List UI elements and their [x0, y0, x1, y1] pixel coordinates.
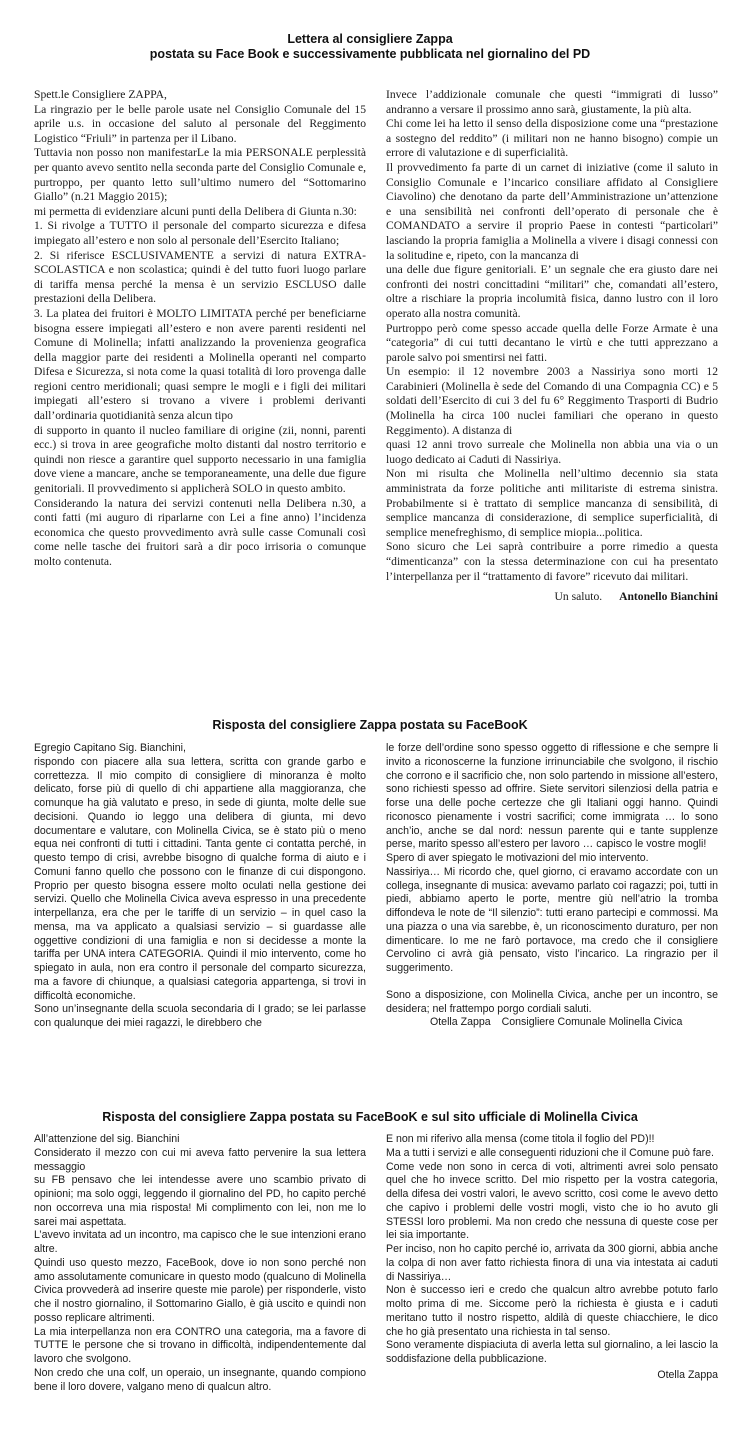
paragraph: Tuttavia non posso non manifestarLe la mia PERSONALE perplessità per quanto avevo sentito nella seconda parte del Consiglio Comunale e, purtroppo, per quanto letto sull’ultimo numero del “Sottomarino Giallo” (n.21 Maggio 2015);: [34, 146, 366, 204]
paragraph: 1. Si rivolge a TUTTO il personale del comparto sicurezza e difesa impiegato all’estero e non solo al personale dell’Esercito Italiano;: [34, 219, 366, 247]
paragraph: La ringrazio per le belle parole usate nel Consiglio Comunale del 15 aprile u.s. in occasione del saluto al personale del Reggimento Logistico “Friuli” in partenza per il Libano.: [34, 102, 366, 145]
letter-title: Lettera al consigliere Zappa: [287, 32, 453, 46]
reply2-left-column: [34, 1133, 366, 1394]
paragraph: Sono veramente dispiaciuta di averla letta sul giornalino, a lei lascio la soddisfazione della pubblicazione.: [386, 1339, 718, 1365]
letter-subtitle: postata su Face Book e successivamente pubblicata nel giornalino del PD: [149, 47, 591, 61]
reply2-body: [34, 1133, 718, 1394]
signature-role: Consigliere Comunale Molinella Civica: [501, 1016, 683, 1029]
paragraph: mi permetta di evidenziare alcuni punti della Delibera di Giunta n.30:: [34, 204, 357, 218]
paragraph: le forze dell’ordine sono spesso oggetto di riflessione e che sempre li invito a riconoscerne la funzione irrinunciabile che svolgono, il rischio che corrono e il sacrificio che, non solo partendo in missione all’estero, sono richiesti spesso ad offrire. Siete servitori silenziosi della patria e forse una delle poche certezze che gli Italiani oggi hanno. Quindi riconosco pienamente i vostri sacrifici; come immigrata … lo sono anch’io, anche se dal nord: nessun parente qui e tante supplenze perse, marito spesso all’estero per lavoro … capisco le vostre mogli!: [386, 742, 718, 851]
letter-signature-line: [386, 590, 718, 605]
paragraph: Ma a tutti i servizi e alle conseguenti riduzioni che il Comune può fare.: [386, 1146, 714, 1159]
paragraph: Spett.le Consigliere ZAPPA,: [34, 88, 167, 101]
paragraph: La mia interpellanza non era CONTRO una categoria, ma a favore di TUTTE le persone che si trovano in difficoltà, indipendentemente dal lavoro che svolgono.: [34, 1325, 366, 1365]
paragraph: Egregio Capitano Sig. Bianchini,: [34, 742, 186, 754]
letter-body: [34, 88, 718, 605]
reply2-title: Risposta del consigliere Zappa postata su FaceBooK e sul sito ufficiale di Molinella Civica: [102, 1110, 638, 1124]
paragraph: Spero di aver spiegato le motivazioni del mio intervento.: [386, 852, 649, 864]
paragraph: Come vede non sono in cerca di voti, altrimenti avrei solo pensato quel che ho invece scritto. Del mio rispetto per la vostra categoria, della difesa dei vostri valori, le avevo scritto, così come le avevo detto che capivo i problemi delle vostri mogli, visto che io ho avuto gli STESSI loro problemi. Ma non credo che nessuna di queste cose per lei sia importante.: [386, 1160, 718, 1242]
reply2-signature: Otella Zappa: [657, 1368, 718, 1381]
paragraph: Non mi risulta che Molinella nell’ultimo decennio sia stata amministrata da forze politiche anti militariste di estrema sinistra. Probabilmente si è trattato di semplice mancanza di sensibilità, di semplice mancanza di considerazione, di semplice superficialità, di semplice menefreghismo, di semplice miopia...politica.: [386, 467, 718, 539]
letter-left-column: [34, 88, 366, 605]
paragraph: E non mi riferivo alla mensa (come titola il foglio del PD)!!: [386, 1133, 655, 1145]
paragraph: All’attenzione del sig. Bianchini: [34, 1133, 180, 1145]
paragraph: Non credo che una colf, un operaio, un insegnante, quando compiono bene il loro dovere, valgano meno di qualcun altro.: [34, 1366, 366, 1393]
closing-text: Un saluto.: [554, 590, 603, 604]
paragraph: Considerando la natura dei servizi contenuti nella Delibera n.30, a conti fatti (mi auguro di riparlarne con Lei a fine anno) l’incidenza economica che questo provvedimento avrà sulle casse Comunali così come nelle tasche dei fruitori sarà a dir poco irrisoria o comunque molto contenuta.: [34, 496, 366, 568]
paragraph: Considerato il mezzo con cui mi aveva fatto pervenire la sua lettera messaggio: [34, 1146, 366, 1173]
paragraph: L’avevo invitata ad un incontro, ma capisco che le sue intenzioni erano altre.: [34, 1229, 366, 1255]
paragraph: Purtroppo però come spesso accade quella delle Forze Armate è una “categoria” di cui tutti decantano le virtù e che tutti apprezzano a parole salvo poi smentirsi nei fatti.: [386, 321, 718, 364]
paragraph: rispondo con piacere alla sua lettera, scritta con grande garbo e correttezza. Il mio compito di consigliere di minoranza è molto delicato, forse più di quello di chi appartiene alla maggioranza, che comunque ha già valutato e preso, in sede di giunta, molte delle sue decisioni. Quando io leggo una delibera di giunta, mi devo documentare e valutare, con Molinella Civica, se è stato più o meno equa nei confronti di tutti i cittadini. Tanta gente ci contatta perché, in questo tempo di crisi, avrebbe bisogno di qualche forma di aiuto e i Comuni fanno quello che possono con le finanze di cui dispongono. Proprio per questo bisogna essere molto oculati nella gestione dei servizi. Quello che Molinella Civica aveva espresso in una precedente interpellanza, era che per le tariffe di un servizio – in quel caso la mensa, ma va applicato a qualsiasi servizio – si guardasse alle oggettive condizioni di una famiglia e non si decidesse a monte la tariffa per UNA intera CATEGORIA. Quindi il mio intervento, come ho spiegato in aula, non era contro il personale del comparto sicurezza, ma a favore di chiunque, a qualsiasi categoria appartenga, si trovi in difficoltà economiche.: [34, 755, 366, 1002]
paragraph: Un esempio: il 12 novembre 2003 a Nassiriya sono morti 12 Carabinieri (Molinella è sede del Comando di una Compagnia CC) e 5 soldati dell’Esercito di cui 3 del fu 6° Reggimento Trasporti di Budrio (Molinella ha circa 100 nuclei familiari che operano in questo Reggimento). A distanza di: [386, 365, 718, 437]
paragraph: Sono sicuro che Lei saprà contribuire a porre rimedio a questa “dimenticanza” con la stessa determinazione con cui ha presentato l’interpellanza per il “trattamento di favore” ricevuto dai militari.: [386, 540, 718, 583]
paragraph: di supporto in quanto il nucleo familiare di origine (zii, nonni, parenti ecc.) si trova in aree geografiche molto distanti dal nostro territorio e quindi non riesce a garantire quel supporto necessario in una famiglia dove viene a mancare, anche se temporaneamente, una delle due figure genitoriali. Il provvedimento si applicherà SOLO in questo ambito.: [34, 423, 366, 496]
paragraph: una delle due figure genitoriali. E’ un segnale che era giusto dare nei confronti dei nostri concittadini “militari” che, comandati all’estero, oltre a rischiare la propria incolumità fisica, danno lustro con il loro operato alla nostra comunità.: [386, 263, 718, 320]
paragraph: Non è successo ieri e credo che qualcun altro avrebbe potuto farlo molto prima di me. Siccome però la richiesta è giusta e i caduti meritano tutto il nostro rispetto, aldilà di queste chiacchiere, le dico che ho già presentato una richiesta in tal senso.: [386, 1284, 718, 1338]
reply2-right-column: [386, 1133, 718, 1394]
paragraph: Sono a disposizione, con Molinella Civica, anche per un incontro, se desidera; nel frattempo porgo cordiali saluti.: [386, 988, 718, 1015]
paragraph: 2. Si riferisce ESCLUSIVAMENTE a servizi di natura EXTRA-SCOLASTICA e non scolastica; quindi è del tutto fuori luogo parlare di tariffa mensa perché la mensa è un servizio ESCLUSO dalle prestazioni della Delibera.: [34, 248, 366, 306]
paragraph: Quindi uso questo mezzo, FaceBook, dove io non sono perché non amo assolutamente comunicare in questo modo (qualcuno di Molinella Civica provvederà ad inserire queste mie parole) per risponderle, visto che il nostro giornalino, il Sottomarino Giallo, è già uscito e quindi non posso replicare altrimenti.: [34, 1256, 366, 1324]
letter-heading: [0, 32, 740, 62]
paragraph-gap: [386, 976, 718, 989]
letter-right-column: [386, 88, 718, 605]
reply1-title: Risposta del consigliere Zappa postata su FaceBooK: [212, 718, 528, 732]
signature-name: Otella Zappa: [430, 1016, 491, 1029]
paragraph: 3. La platea dei fruitori è MOLTO LIMITATA perché per beneficiarne bisogna essere impiegati all’estero e non avere parenti residenti nel Comune di Molinella; infatti analizzando la provenienza geografica della maggior parte dei residenti a Molinella operanti nel comparto Difesa e Sicurezza, si nota come la quasi totalità di loro provenga dalle regioni centro meridionali; quasi sempre le mogli e i figli dei militari impiegati all’estero si trovano a vivere i problemi derivanti dall’ordinaria quotidianità senza alcun tipo: [34, 306, 366, 423]
paragraph: su FB pensavo che lei intendesse avere uno scambio privato di opinioni; ma solo oggi, leggendo il giornalino del PD, ho capito perché non occorreva una mia risposta! Mi complimento con lei, non me lo sarei mai aspettata.: [34, 1174, 366, 1228]
reply1-body: [34, 742, 718, 1031]
paragraph: Nassiriya… Mi ricordo che, quel giorno, ci eravamo accordate con un collega, insegnante di musica: avevamo parlato coi ragazzi; poi, tutti in piedi, abbiamo aperto le porte, mentre giù nell’atrio la tromba diffondeva le note de “Il silenzio”: tutti erano partecipi e commossi. Ma una piazza o una via sarebbe, è, un riconoscimento duraturo, per non dimenticare. Io me ne farò portavoce, ma credo che il consigliere Cervolino ci avrà già pensato, visto l’incarico. La ringrazio per il suggerimento.: [386, 865, 718, 974]
paragraph: Per inciso, non ho capito perché io, arrivata da 300 giorni, abbia anche la colpa di non aver fatto richiesta finora di una via intestata ai caduti di Nassiriya…: [386, 1243, 718, 1283]
signature-name: Antonello Bianchini: [619, 590, 718, 604]
paragraph: Il provvedimento fa parte di un carnet di iniziative (come il saluto in Consiglio Comunale e l’incarico consiliare affidato al Consigliere Ciavolino) che denotano da parte dell’Amministrazione un’attenzione e una sensibilità nei confronti dell’operato di personale che è COMANDATO a servire il proprio Paese in contesti “particolari” lasciando la propria famiglia a Molinella a vivere i disagi connessi con la solitudine e, ripeto, con la mancanza di: [386, 160, 718, 262]
paragraph: Sono un’insegnante della scuola secondaria di I grado; se lei parlasse con qualunque dei miei ragazzi, le direbbero che: [34, 1003, 366, 1029]
reply1-right-column: [386, 742, 718, 1031]
reply1-signature: [386, 1016, 718, 1030]
reply1-left-column: [34, 742, 366, 1031]
paragraph: Chi come lei ha letto il senso della disposizione come una “prestazione a sostegno del reddito” (i militari non ne hanno bisogno) compie un errore di valutazione e di superficialità.: [386, 117, 718, 160]
paragraph: quasi 12 anni trovo surreale che Molinella non abbia una via o un luogo dedicato ai Caduti di Nassiriya.: [386, 438, 718, 466]
paragraph: Invece l’addizionale comunale che questi “immigrati di lusso” andranno a versare il prossimo anno sarà, giustamente, la più alta.: [386, 88, 718, 116]
